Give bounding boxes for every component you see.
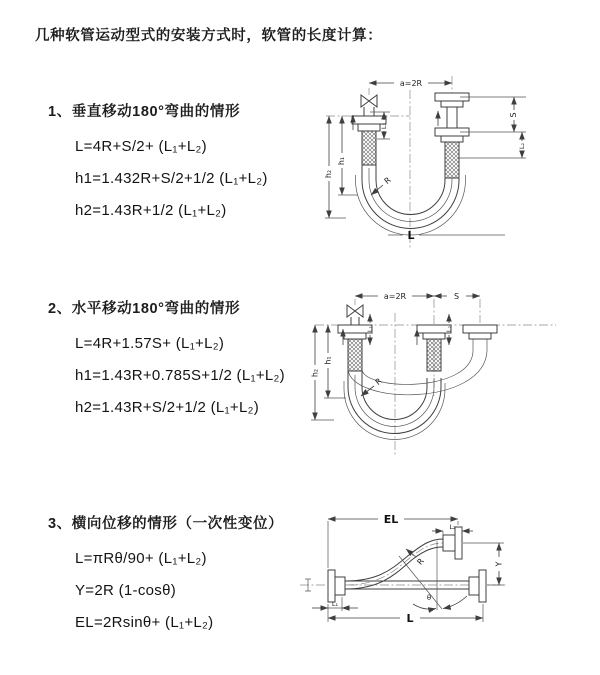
- radius-callout: [371, 175, 393, 195]
- radius-label: R: [373, 376, 384, 387]
- u-bend-hose-displaced: [348, 351, 487, 395]
- dim-label-h1: h₁: [323, 356, 333, 365]
- dim-label-l1: L₁: [366, 325, 374, 333]
- dim-label-l2: L₂: [449, 523, 456, 531]
- section-1-formulas: [48, 131, 268, 227]
- dim-label-el: EL: [383, 513, 399, 526]
- right-pipe-flange: [435, 93, 469, 178]
- dim-label-h2: h₂: [310, 368, 320, 378]
- dimension-l2: [445, 314, 453, 345]
- dim-label-a2r: a=2R: [383, 292, 407, 301]
- formula-h1: h1=1.432R+S/2+1/2 (L₁+L₂): [75, 170, 268, 187]
- dimension-s: [460, 97, 526, 132]
- section-3-heading: 3、横向位移的情形（一次性变位）: [48, 516, 284, 532]
- right-flange: [469, 570, 486, 602]
- formula-length: L=4R+1.57S+ (L₁+L₂): [75, 335, 225, 352]
- diagram-lateral-displacement: [296, 505, 586, 663]
- dimension-l: [328, 604, 483, 625]
- dim-label-h2: h₂: [324, 169, 333, 179]
- braided-hose-section: [348, 339, 362, 371]
- dimension-h2: [311, 325, 335, 420]
- dimension-el: [328, 513, 458, 568]
- radius-callout: [406, 549, 426, 567]
- dim-label-a2r: a=2R: [399, 79, 423, 88]
- braided-hose-section: [445, 142, 459, 178]
- section-vertical-movement: [48, 100, 268, 227]
- upper-flange-displaced: [443, 527, 462, 559]
- section-lateral-displacement: [48, 512, 283, 639]
- formula-el: EL=2Rsinθ+ (L₁+L₂): [75, 614, 214, 631]
- dimension-l1: [312, 597, 358, 611]
- dim-label-s: S: [453, 292, 460, 301]
- dimension-l2: [432, 523, 473, 535]
- formula-length: L=πRθ/90+ (L₁+L₂): [75, 550, 207, 567]
- section-1-heading: 1、垂直移动180°弯曲的情形: [48, 104, 241, 120]
- left-flange: [328, 570, 345, 602]
- dim-label-l: L: [406, 612, 414, 625]
- length-label: L: [407, 229, 415, 242]
- diagram-vertical-movement-180-bend: [300, 68, 550, 263]
- formula-h2: h2=1.43R+S/2+1/2 (L₁+L₂): [75, 399, 260, 416]
- dim-label-y: Y: [494, 561, 504, 567]
- formula-h1: h1=1.43R+0.785S+1/2 (L₁+L₂): [75, 367, 285, 384]
- radius-label: R: [415, 556, 426, 567]
- section-2-heading: 2、水平移动180°弯曲的情形: [48, 301, 241, 317]
- dimension-l1: [366, 314, 374, 345]
- dimension-a-2r: [369, 79, 452, 88]
- dimension-a-2r: [355, 292, 434, 301]
- formula-y: Y=2R (1-cosθ): [75, 582, 177, 599]
- braided-hose-section: [362, 131, 376, 165]
- diagram-horizontal-movement-180-bend: [300, 283, 565, 473]
- formula-h2: h2=1.43R+1/2 (L₁+L₂): [75, 202, 227, 219]
- dim-label-l1: L₁: [331, 600, 339, 608]
- section-horizontal-movement: [48, 297, 285, 424]
- dim-label-l1: L₁: [380, 122, 388, 130]
- dim-label-h1: h₁: [337, 156, 346, 166]
- page-title: 几种软管运动型式的安装方式时，软管的长度计算：: [35, 28, 383, 44]
- u-bend-hose-original: [344, 371, 445, 440]
- section-3-formulas: [48, 543, 283, 639]
- angle-label: θ: [426, 594, 432, 602]
- dim-label-l2: L₂: [518, 142, 526, 150]
- length-callout: [388, 229, 505, 242]
- dim-label-s: S: [509, 112, 518, 118]
- formula-length: L=4R+S/2+ (L₁+L₂): [75, 138, 207, 155]
- dimension-h1: [337, 116, 358, 195]
- dim-label-l2: L₂: [445, 325, 453, 333]
- radius-label: R: [382, 175, 393, 186]
- dimension-s: [434, 292, 480, 301]
- braided-hose-section: [427, 339, 441, 371]
- dimension-h2: [324, 116, 346, 218]
- displaced-pipe-flange: [463, 325, 497, 351]
- valve-icon: [347, 305, 363, 325]
- valve-icon: [361, 95, 377, 116]
- section-2-formulas: [48, 328, 285, 424]
